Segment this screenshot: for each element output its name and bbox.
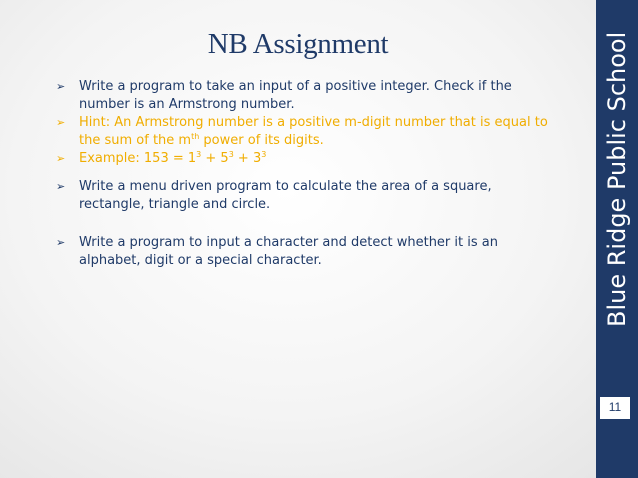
- bullet-armstrong-task: [56, 78, 556, 114]
- bullet-hint: [56, 114, 556, 150]
- bullet-text: Write a program to take an input of a positive integer. Check if the number is an Armstrong number.: [79, 79, 512, 112]
- superscript: 3: [228, 150, 234, 159]
- arrow-bullet-icon: ➢: [56, 180, 66, 193]
- bullet-text: power of its digits.: [199, 133, 324, 148]
- page-number: 11: [599, 396, 631, 420]
- superscript: 3: [196, 150, 202, 159]
- bullet-example: [56, 150, 556, 168]
- bullet-character-task: [56, 234, 556, 270]
- bullet-list: [56, 78, 556, 270]
- bullet-text: + 3: [233, 151, 262, 166]
- arrow-bullet-icon: ➢: [56, 152, 66, 165]
- school-name: Blue Ridge Public School: [603, 31, 631, 327]
- superscript: th: [191, 132, 200, 141]
- arrow-bullet-icon: ➢: [56, 116, 66, 129]
- bullet-text: Example: 153 = 1: [79, 151, 197, 166]
- arrow-bullet-icon: ➢: [56, 236, 66, 249]
- slide-title: NB Assignment: [207, 28, 389, 60]
- bullet-menu-task: [56, 178, 556, 214]
- bullet-text: Write a program to input a character and detect whether it is an alphabet, digit or a special character.: [79, 235, 498, 268]
- superscript: 3: [261, 150, 267, 159]
- bullet-text: Hint: An Armstrong number is a positive m-digit number that is equal to the sum of the m: [79, 115, 548, 148]
- arrow-bullet-icon: ➢: [56, 80, 66, 93]
- bullet-text: Write a menu driven program to calculate the area of a square, rectangle, triangle and circle.: [79, 179, 492, 212]
- bullet-text: + 5: [201, 151, 229, 166]
